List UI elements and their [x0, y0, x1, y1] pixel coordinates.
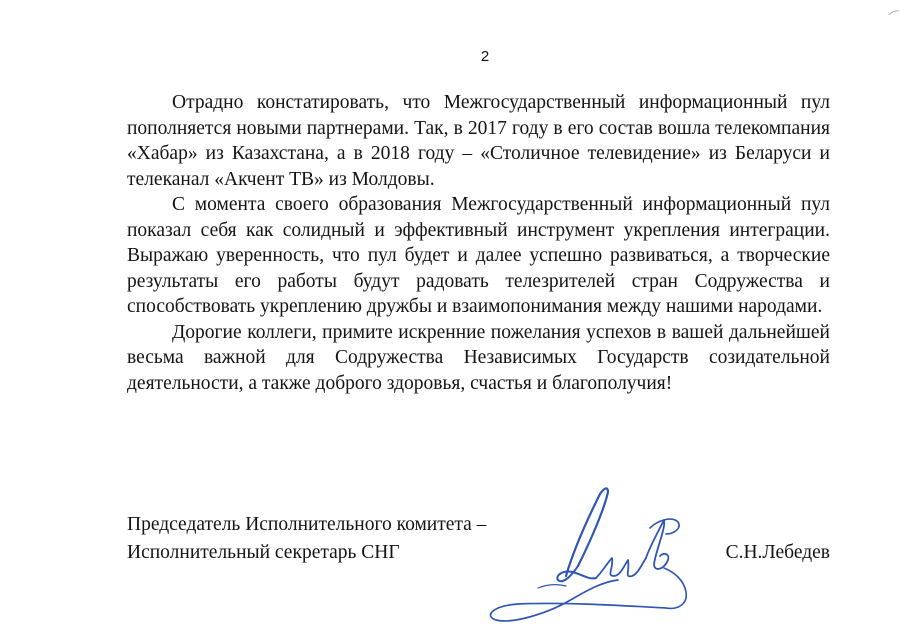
scan-mark-icon: [888, 4, 900, 12]
paragraph-integration: С момента своего образования Межгосударственный информационный пул показал себя как солидный и эффективный инструмент укрепления интеграции. Выражаю уверенность, что пул будет и далее успешно развиваться, а творческие результаты его работы будут радовать телезрителей стран Содружества и способствовать укреплению дружбы и взаимопонимания между нашими народами.: [127, 194, 830, 317]
signature-handwritten-icon: [478, 480, 728, 630]
signatory-title-line-2: Исполнительный секретарь СНГ: [127, 542, 400, 563]
letter-body: [127, 90, 830, 396]
signatory-name: С.Н.Лебедев: [725, 542, 830, 563]
paragraph-wishes: Дорогие коллеги, примите искренние пожелания успехов в вашей дальнейшей весьма важной для Содружества Независимых Государств созидательной деятельности, а также доброго здоровья, счастья и благополучия!: [127, 321, 830, 394]
page-number: 2: [480, 48, 490, 65]
paragraph-new-partners: Отрадно констатировать, что Межгосударственный информационный пул пополняется новыми партнерами. Так, в 2017 году в его состав вошла телекомпания «Хабар» из Казахстана, а в 2018 году – «Столичное телевидение» из Беларуси и телеканал «Акчент ТВ» из Молдовы.: [127, 92, 830, 190]
signatory-title-line-1: Председатель Исполнительного комитета –: [127, 514, 487, 535]
